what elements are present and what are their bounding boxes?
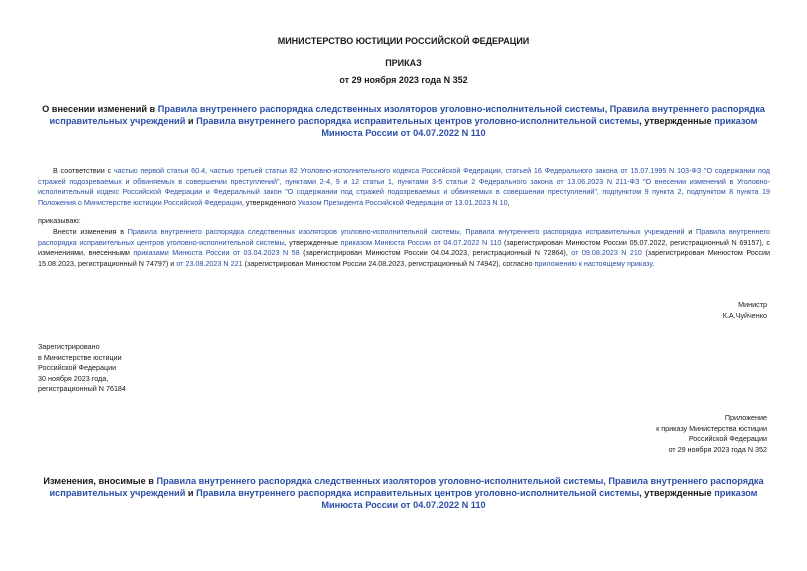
title-link-rules[interactable]: Правила внутреннего распорядка следственных изоляторов уголовно-исполнительной системы, Правила внутреннего распорядка исправительных учреждений	[49, 104, 765, 126]
para-text: , утвержденного	[241, 197, 298, 207]
title-link-order[interactable]: приказом Минюста России от 04.07.2022 N 110	[321, 116, 758, 138]
signature-name: К.А.Чуйченко	[722, 310, 767, 320]
appendix-title	[36, 475, 771, 511]
title-text: О внесении изменений в	[42, 104, 158, 114]
registration-line: 30 ноября 2023 года,	[38, 373, 109, 383]
title-text: и	[185, 488, 197, 498]
appendix-block	[656, 413, 767, 455]
appendix-line: к приказу Министерства юстиции	[656, 423, 767, 433]
title2-link-order[interactable]: приказом Минюста России от 04.07.2022 N 110	[321, 488, 758, 510]
order-paragraph	[38, 227, 770, 269]
registration-block	[38, 342, 126, 395]
doc-type-heading: ПРИКАЗ	[385, 58, 422, 68]
doc-date: от 29 ноября 2023 года N 352	[339, 75, 468, 85]
registration-line: Зарегистрировано	[38, 342, 100, 351]
para-text: (зарегистрирован Минюстом России 05.07.2022, регистрационный N 69157), с изменениями, внесенными	[38, 237, 770, 257]
title2-link-rules[interactable]: Правила внутреннего распорядка следственных изоляторов уголовно-исполнительной системы, Правила внутреннего распорядка исправительных учреждений	[49, 476, 764, 498]
title-link-centers[interactable]: Правила внутреннего распорядка исправительных центров уголовно-исполнительной системы	[196, 116, 640, 126]
order-210-link[interactable]: от 09.08.2023 N 210	[571, 248, 642, 257]
document-title	[36, 103, 771, 139]
title-text: , утвержденные	[639, 488, 715, 498]
signature-position: Министр	[738, 300, 767, 309]
registration-line: Российской Федерации	[38, 363, 117, 372]
appendix-line: Приложение	[724, 413, 767, 422]
para-text: .	[652, 258, 655, 268]
order-110-link[interactable]: приказом Минюста России от 04.07.2022 N 110	[340, 237, 502, 247]
orders-label: приказываю:	[38, 216, 81, 225]
para-text: и	[684, 227, 697, 236]
order-221-link[interactable]: от 23.08.2023 N 221	[176, 258, 243, 268]
law-link[interactable]: частью первой статьи 60.4, частью третьей статьи 82 Уголовно-исполнительного кодекса Российской Федерации, статьей 16 Федерального закона от 15.07.1995 N 103-ФЗ "О содержании под стражей подозреваемых и обвиняемых в совершении преступлений", пунктами 2-4, 9 и 12 статьи 1, пунктами 3-5 статьи 2 Федерального закона от 13.06.2023 N 211-ФЗ "О внесении изменений в Уголовно-исполнительный кодекс Российской Федерации и Федеральный закон "О содержании под стражей подозреваемых и обвиняемых в совершении преступлений", подпунктом 9 пункта 2, подпунктом 8 пункта 19 Положения о Министерстве юстиции Российской Федерации	[38, 166, 770, 207]
title-text: Изменения, вносимые в	[43, 476, 157, 486]
title-text: , утвержденные	[639, 116, 715, 126]
para-text: (зарегистрирован Минюстом России 04.04.2023, регистрационный N 72864),	[299, 248, 572, 257]
rules-link[interactable]: Правила внутреннего распорядка следственных изоляторов уголовно-исполнительной системы, Правила внутреннего распорядка исправительных учреждений	[127, 227, 685, 236]
appendix-line: от 29 ноября 2023 года N 352	[668, 444, 767, 454]
para-text: , утвержденные	[284, 237, 341, 247]
para-text: (зарегистрирован Минюстом России 15.08.2023, регистрационный N 74797) и	[38, 248, 771, 268]
registration-line: в Министерстве юстиции	[38, 352, 122, 362]
centers-rules-link[interactable]: Правила внутреннего распорядка исправительных центров уголовно-исполнительной системы	[38, 227, 771, 247]
appendix-line: Российской Федерации	[688, 434, 767, 443]
para-text: (зарегистрирован Минюстом России 24.08.2023, регистрационный N 74942), согласно	[242, 258, 535, 268]
appendix-link[interactable]: приложению к настоящему приказу	[534, 258, 653, 268]
para-text: ,	[507, 197, 510, 207]
para-text: В соответствии с	[53, 166, 114, 175]
signature-block	[723, 300, 767, 321]
registration-line: регистрационный N 76184	[38, 384, 126, 393]
title-text: и	[185, 116, 197, 126]
ministry-heading: МИНИСТЕРСТВО ЮСТИЦИИ РОССИЙСКОЙ ФЕДЕРАЦИИ	[277, 36, 530, 46]
para-text: Внести изменения в	[53, 227, 128, 236]
order-58-link[interactable]: приказами Минюста России от 03.04.2023 N 58	[133, 248, 300, 257]
preamble-paragraph	[38, 166, 770, 208]
title2-link-centers[interactable]: Правила внутреннего распорядка исправительных центров уголовно-исполнительной системы	[196, 488, 640, 498]
decree-link[interactable]: Указом Президента Российской Федерации от 13.01.2023 N 10	[297, 197, 508, 207]
